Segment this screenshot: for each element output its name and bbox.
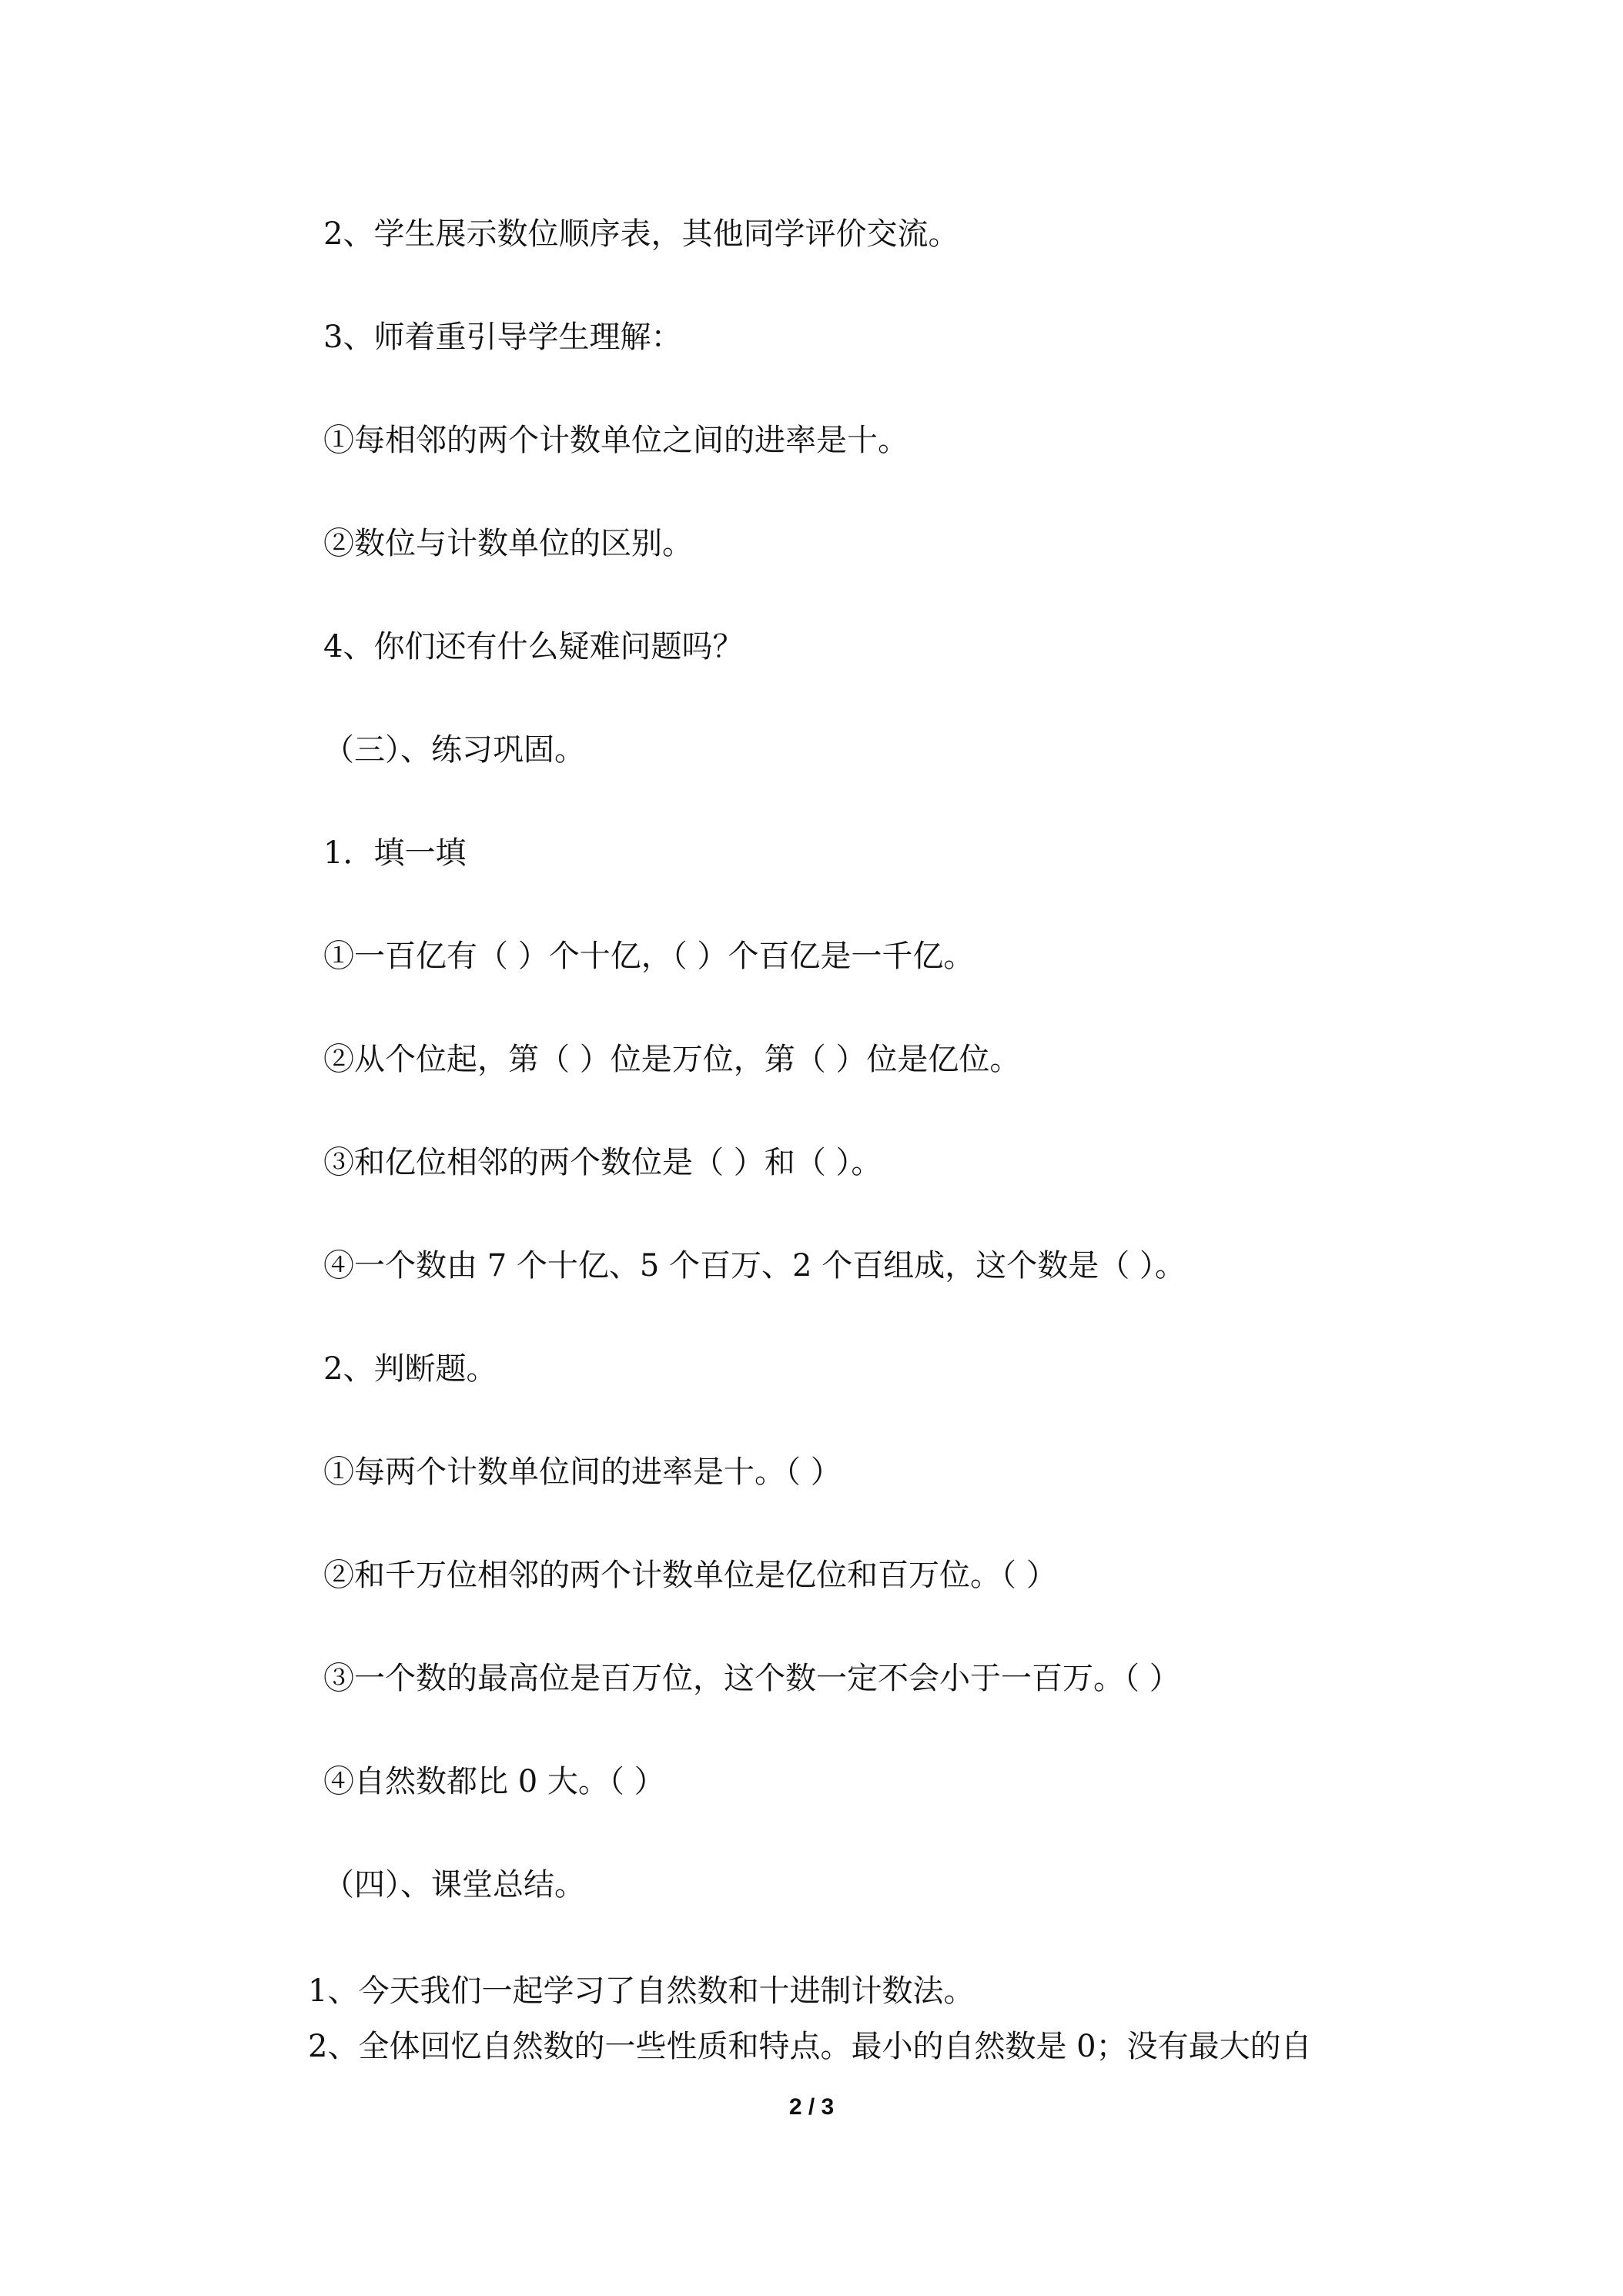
text-line: 4、你们还有什么疑难问题吗？ [323,629,744,664]
text-line: ③一个数的最高位是百万位，这个数一定不会小于一百万。（ ） [323,1661,1180,1696]
text-line: ②数位与计数单位的区别。 [323,526,693,561]
text-line: 1、今天我们一起学习了自然数和十进制计数法。 [308,1973,975,2009]
page-number: 2 / 3 [788,2094,835,2120]
text-line: 3、师着重引导学生理解： [323,320,682,355]
text-line: ④自然数都比 0 大。（ ） [323,1764,665,1799]
text-line: ①每两个计数单位间的进率是十。（ ） [323,1454,842,1490]
text-line: 2、判断题。 [323,1351,497,1387]
text-line: ①每相邻的两个计数单位之间的进率是十。 [323,423,909,458]
text-line: ①一百亿有（ ）个十亿，（ ）个百亿是一千亿。 [323,939,975,974]
section-heading: （三）、练习巩固。 [323,732,585,768]
text-line: 2、学生展示数位顺序表，其他同学评价交流。 [323,216,959,252]
text-line: ②从个位起，第（ ）位是万位，第（ ）位是亿位。 [323,1042,1021,1077]
text-line: 1．填一填 [323,835,467,871]
text-line: ②和千万位相邻的两个计数单位是亿位和百万位。（ ） [323,1558,1057,1593]
text-line: ④一个数由 7 个十亿、5 个百万、2 个百组成，这个数是（ ）。 [323,1248,1186,1284]
text-line: 2、全体回忆自然数的一些性质和特点。最小的自然数是 0；没有最大的自 [308,2029,1312,2064]
text-line: ③和亿位相邻的两个数位是（ ）和（ ）。 [323,1145,882,1180]
section-heading: （四）、课堂总结。 [323,1867,585,1903]
